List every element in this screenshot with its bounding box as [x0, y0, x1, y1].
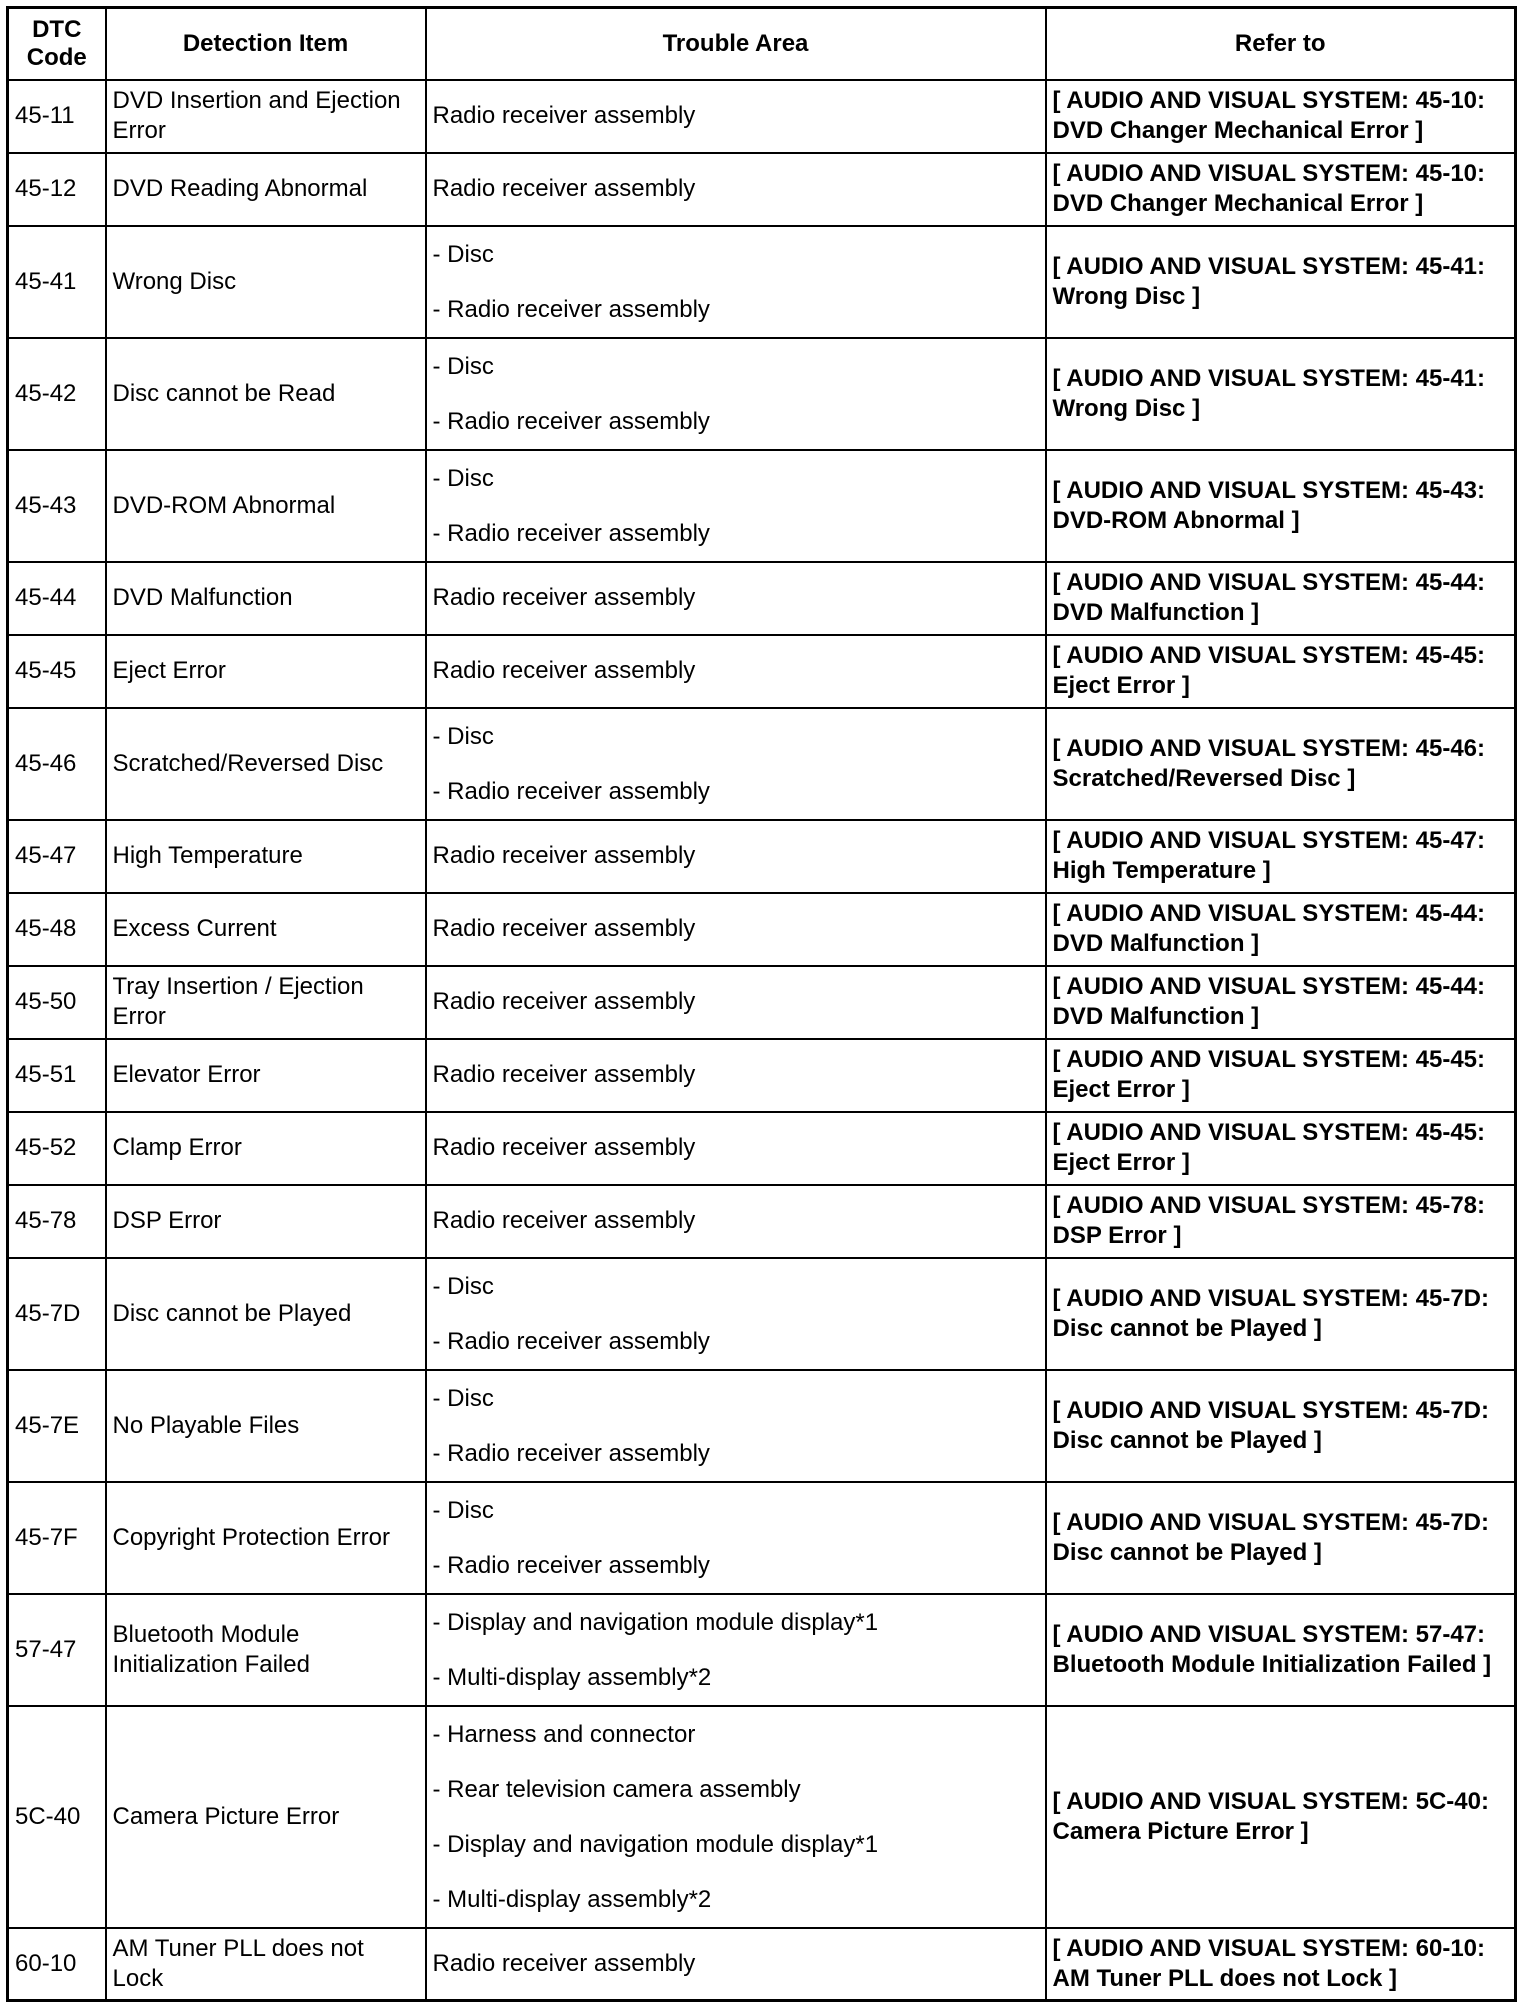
trouble-area-cell [426, 338, 1046, 450]
refer-to-link[interactable]: [ AUDIO AND VISUAL SYSTEM: 45-45: Eject Error ] [1046, 1039, 1516, 1112]
trouble-area-item: - Radio receiver assembly [432, 777, 710, 805]
table-row [8, 708, 1516, 820]
dtc-code-cell: 45-50 [8, 966, 106, 1039]
detection-item-cell: Camera Picture Error [106, 1706, 426, 1928]
table-row [8, 820, 1516, 893]
table-header-row [8, 8, 1516, 80]
refer-to-link[interactable]: [ AUDIO AND VISUAL SYSTEM: 45-41: Wrong Disc ] [1046, 226, 1516, 338]
table-row [8, 1594, 1516, 1706]
refer-to-link[interactable]: [ AUDIO AND VISUAL SYSTEM: 5C-40: Camera Picture Error ] [1046, 1706, 1516, 1928]
trouble-area-cell [426, 1185, 1046, 1258]
header-detection-item: Detection Item [106, 8, 426, 80]
table-row [8, 1258, 1516, 1370]
trouble-area-cell [426, 1112, 1046, 1185]
refer-to-link[interactable]: [ AUDIO AND VISUAL SYSTEM: 45-78: DSP Error ] [1046, 1185, 1516, 1258]
trouble-area-item: Radio receiver assembly [432, 584, 696, 611]
detection-item-cell: DVD Reading Abnormal [106, 153, 426, 226]
trouble-area-item: - Radio receiver assembly [432, 1327, 710, 1355]
table-row [8, 226, 1516, 338]
refer-to-link[interactable]: [ AUDIO AND VISUAL SYSTEM: 45-10: DVD Changer Mechanical Error ] [1046, 80, 1516, 153]
trouble-area-cell [426, 1706, 1046, 1928]
trouble-area-item: Radio receiver assembly [432, 657, 696, 684]
detection-item-cell: DVD-ROM Abnormal [106, 450, 426, 562]
table-row [8, 635, 1516, 708]
trouble-area-item: Radio receiver assembly [432, 915, 696, 942]
trouble-area-cell [426, 562, 1046, 635]
dtc-code-cell: 45-51 [8, 1039, 106, 1112]
detection-item-cell: Scratched/Reversed Disc [106, 708, 426, 820]
dtc-code-cell: 45-7D [8, 1258, 106, 1370]
detection-item-cell: DVD Insertion and Ejection Error [106, 80, 426, 153]
trouble-area-cell [426, 893, 1046, 966]
trouble-area-item: - Display and navigation module display*1 [432, 1608, 879, 1636]
trouble-area-item: - Disc [432, 1272, 494, 1300]
table-row [8, 1039, 1516, 1112]
refer-to-link[interactable]: [ AUDIO AND VISUAL SYSTEM: 45-47: High Temperature ] [1046, 820, 1516, 893]
refer-to-link[interactable]: [ AUDIO AND VISUAL SYSTEM: 45-45: Eject Error ] [1046, 635, 1516, 708]
trouble-area-item: Radio receiver assembly [432, 1949, 696, 1977]
table-row [8, 1706, 1516, 1928]
table-row [8, 450, 1516, 562]
trouble-area-item: - Radio receiver assembly [432, 519, 710, 547]
trouble-area-item: - Radio receiver assembly [432, 407, 710, 435]
trouble-area-cell [426, 1594, 1046, 1706]
detection-item-cell: Disc cannot be Played [106, 1258, 426, 1370]
dtc-code-cell: 45-47 [8, 820, 106, 893]
trouble-area-item: - Disc [432, 352, 494, 380]
trouble-area-item: Radio receiver assembly [432, 1207, 696, 1234]
dtc-code-cell: 45-41 [8, 226, 106, 338]
trouble-area-cell [426, 1482, 1046, 1594]
header-trouble-area: Trouble Area [426, 8, 1046, 80]
trouble-area-cell [426, 450, 1046, 562]
trouble-area-item: Radio receiver assembly [432, 1134, 696, 1161]
dtc-code-cell: 45-7E [8, 1370, 106, 1482]
trouble-area-item: - Multi-display assembly*2 [432, 1885, 712, 1913]
trouble-area-item: - Harness and connector [432, 1720, 696, 1748]
trouble-area-cell [426, 820, 1046, 893]
detection-item-cell: Copyright Protection Error [106, 1482, 426, 1594]
dtc-code-cell: 45-12 [8, 153, 106, 226]
detection-item-cell: Excess Current [106, 893, 426, 966]
dtc-code-cell: 45-42 [8, 338, 106, 450]
table-row [8, 338, 1516, 450]
trouble-area-item: Radio receiver assembly [432, 1061, 696, 1088]
trouble-area-cell [426, 226, 1046, 338]
detection-item-cell: Eject Error [106, 635, 426, 708]
trouble-area-item: Radio receiver assembly [432, 102, 696, 129]
table-row [8, 153, 1516, 226]
dtc-code-cell: 45-48 [8, 893, 106, 966]
refer-to-link[interactable]: [ AUDIO AND VISUAL SYSTEM: 45-41: Wrong Disc ] [1046, 338, 1516, 450]
dtc-code-cell: 57-47 [8, 1594, 106, 1706]
table-row [8, 562, 1516, 635]
table-row [8, 966, 1516, 1039]
trouble-area-item: - Radio receiver assembly [432, 295, 710, 323]
trouble-area-cell [426, 80, 1046, 153]
header-refer-to: Refer to [1046, 8, 1516, 80]
detection-item-cell: AM Tuner PLL does not Lock [106, 1928, 426, 2001]
refer-to-link[interactable]: [ AUDIO AND VISUAL SYSTEM: 45-44: DVD Malfunction ] [1046, 966, 1516, 1039]
detection-item-cell: DVD Malfunction [106, 562, 426, 635]
detection-item-cell: High Temperature [106, 820, 426, 893]
dtc-code-cell: 45-44 [8, 562, 106, 635]
trouble-area-item: Radio receiver assembly [432, 988, 696, 1015]
detection-item-cell: Wrong Disc [106, 226, 426, 338]
table-row [8, 1370, 1516, 1482]
refer-to-link[interactable]: [ AUDIO AND VISUAL SYSTEM: 45-7D: Disc cannot be Played ] [1046, 1258, 1516, 1370]
dtc-code-cell: 45-7F [8, 1482, 106, 1594]
trouble-area-cell [426, 966, 1046, 1039]
refer-to-link[interactable]: [ AUDIO AND VISUAL SYSTEM: 60-10: AM Tuner PLL does not Lock ] [1046, 1928, 1516, 2001]
trouble-area-item: - Radio receiver assembly [432, 1551, 710, 1579]
trouble-area-item: Radio receiver assembly [432, 842, 696, 869]
trouble-area-cell [426, 1039, 1046, 1112]
trouble-area-cell [426, 708, 1046, 820]
trouble-area-item: - Radio receiver assembly [432, 1439, 710, 1467]
table-row [8, 1482, 1516, 1594]
detection-item-cell: Tray Insertion / Ejection Error [106, 966, 426, 1039]
dtc-code-cell: 45-11 [8, 80, 106, 153]
refer-to-link[interactable]: [ AUDIO AND VISUAL SYSTEM: 45-44: DVD Malfunction ] [1046, 562, 1516, 635]
refer-to-link[interactable]: [ AUDIO AND VISUAL SYSTEM: 45-43: DVD-ROM Abnormal ] [1046, 450, 1516, 562]
dtc-code-cell: 45-78 [8, 1185, 106, 1258]
trouble-area-cell [426, 635, 1046, 708]
table-row [8, 1185, 1516, 1258]
dtc-code-cell: 45-52 [8, 1112, 106, 1185]
detection-item-cell: No Playable Files [106, 1370, 426, 1482]
trouble-area-item: - Disc [432, 722, 494, 750]
trouble-area-cell [426, 1928, 1046, 2001]
trouble-area-item: - Disc [432, 240, 494, 268]
refer-to-link[interactable]: [ AUDIO AND VISUAL SYSTEM: 45-45: Eject Error ] [1046, 1112, 1516, 1185]
trouble-area-item: - Disc [432, 1384, 494, 1412]
table-row [8, 1928, 1516, 2001]
trouble-area-item: - Disc [432, 1496, 494, 1524]
refer-to-link[interactable]: [ AUDIO AND VISUAL SYSTEM: 45-7D: Disc cannot be Played ] [1046, 1482, 1516, 1594]
detection-item-cell: Bluetooth Module Initialization Failed [106, 1594, 426, 1706]
dtc-table [6, 6, 1517, 2002]
table-row [8, 893, 1516, 966]
detection-item-cell: Disc cannot be Read [106, 338, 426, 450]
header-dtc-code: DTC Code [8, 8, 106, 80]
trouble-area-item: - Rear television camera assembly [432, 1775, 801, 1803]
dtc-code-cell: 45-46 [8, 708, 106, 820]
refer-to-link[interactable]: [ AUDIO AND VISUAL SYSTEM: 45-44: DVD Malfunction ] [1046, 893, 1516, 966]
trouble-area-item: - Display and navigation module display*1 [432, 1830, 879, 1858]
refer-to-link[interactable]: [ AUDIO AND VISUAL SYSTEM: 45-7D: Disc cannot be Played ] [1046, 1370, 1516, 1482]
detection-item-cell: Elevator Error [106, 1039, 426, 1112]
refer-to-link[interactable]: [ AUDIO AND VISUAL SYSTEM: 57-47: Bluetooth Module Initialization Failed ] [1046, 1594, 1516, 1706]
dtc-code-cell: 45-45 [8, 635, 106, 708]
trouble-area-item: Radio receiver assembly [432, 175, 696, 202]
trouble-area-item: - Multi-display assembly*2 [432, 1663, 712, 1691]
refer-to-link[interactable]: [ AUDIO AND VISUAL SYSTEM: 45-46: Scratched/Reversed Disc ] [1046, 708, 1516, 820]
trouble-area-cell [426, 153, 1046, 226]
trouble-area-cell [426, 1258, 1046, 1370]
detection-item-cell: DSP Error [106, 1185, 426, 1258]
trouble-area-cell [426, 1370, 1046, 1482]
detection-item-cell: Clamp Error [106, 1112, 426, 1185]
table-body [8, 80, 1516, 2001]
table-row [8, 80, 1516, 153]
dtc-code-cell: 45-43 [8, 450, 106, 562]
dtc-code-cell: 5C-40 [8, 1706, 106, 1928]
refer-to-link[interactable]: [ AUDIO AND VISUAL SYSTEM: 45-10: DVD Changer Mechanical Error ] [1046, 153, 1516, 226]
table-row [8, 1112, 1516, 1185]
dtc-code-cell: 60-10 [8, 1928, 106, 2001]
trouble-area-item: - Disc [432, 464, 494, 492]
